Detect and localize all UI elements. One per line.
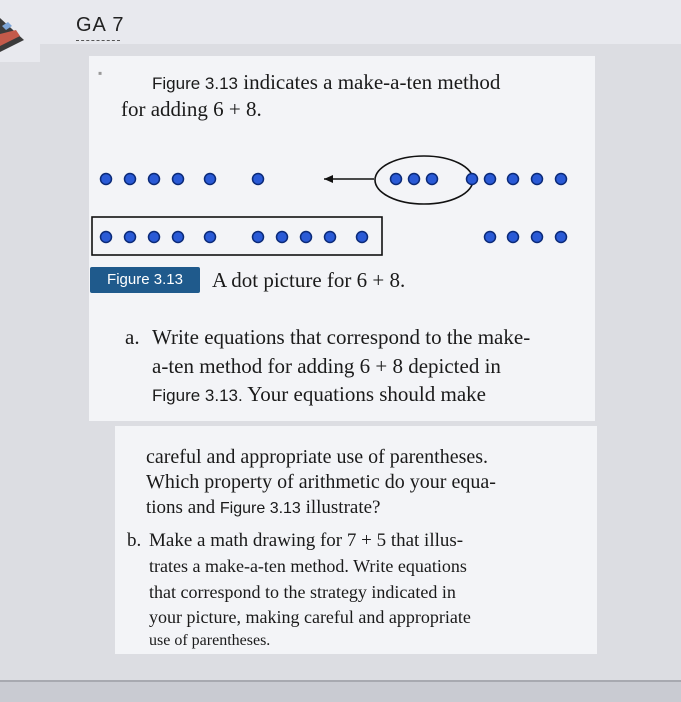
dot bbox=[556, 232, 567, 243]
figure-caption: A dot picture for 6 + 8. bbox=[212, 268, 406, 292]
dot bbox=[508, 174, 519, 185]
dot bbox=[149, 174, 160, 185]
dot bbox=[485, 232, 496, 243]
left-arrow-icon bbox=[324, 175, 374, 183]
figure-badge: Figure 3.13 bbox=[90, 267, 200, 293]
bottom-bar bbox=[0, 680, 681, 702]
dot bbox=[277, 232, 288, 243]
part-a-line-6-start: tions and bbox=[146, 497, 216, 518]
dot bbox=[205, 232, 216, 243]
grouping-ellipse bbox=[375, 156, 473, 204]
intro-line-2: for adding 6 + 8. bbox=[121, 97, 262, 121]
dot bbox=[149, 232, 160, 243]
dot bbox=[532, 174, 543, 185]
part-a-line-1: Write equations that correspond to the make- bbox=[152, 325, 531, 349]
dot bbox=[253, 232, 264, 243]
bullet-mark: ▪ bbox=[98, 66, 103, 80]
part-a-line-4: careful and appropriate use of parentheses. bbox=[146, 446, 489, 468]
dot bbox=[532, 232, 543, 243]
dot bbox=[101, 232, 112, 243]
dot bbox=[508, 232, 519, 243]
part-b-line-4: your picture, making careful and appropriate bbox=[149, 607, 471, 627]
dot bbox=[125, 232, 136, 243]
part-a-line-3 bbox=[152, 382, 486, 407]
dot bbox=[325, 232, 336, 243]
part-b-line-2: trates a make-a-ten method. Write equations bbox=[149, 556, 467, 576]
part-b-line-3: that correspond to the strategy indicated in bbox=[149, 582, 456, 602]
part-a-figure-ref: Figure 3.13. bbox=[152, 386, 243, 405]
dot bbox=[391, 174, 402, 185]
dot bbox=[409, 174, 420, 185]
dot bbox=[301, 232, 312, 243]
part-a-line-5: Which property of arithmetic do your equa- bbox=[146, 471, 496, 493]
dot bbox=[467, 174, 478, 185]
row2-ten-dots bbox=[101, 232, 368, 243]
row2-remaining-dots bbox=[485, 232, 567, 243]
part-a-line-6-figure-ref: Figure 3.13 bbox=[219, 500, 301, 517]
part-b-letter: b. bbox=[127, 530, 142, 551]
dot bbox=[357, 232, 368, 243]
part-b-line-5: use of parentheses. bbox=[149, 632, 271, 649]
dot bbox=[173, 232, 184, 243]
dot bbox=[101, 174, 112, 185]
row1-left-dots bbox=[101, 174, 264, 185]
dot bbox=[205, 174, 216, 185]
dot bbox=[485, 174, 496, 185]
dot bbox=[253, 174, 264, 185]
part-a-line-2: a-ten method for adding 6 + 8 depicted in bbox=[152, 354, 501, 378]
intro-figure-ref: Figure 3.13 bbox=[152, 74, 238, 93]
dot bbox=[173, 174, 184, 185]
intro-line-1-text: indicates a make-a-ten method bbox=[243, 70, 501, 94]
part-a-letter: a. bbox=[125, 325, 140, 349]
dot bbox=[125, 174, 136, 185]
part-b-line-1: Make a math drawing for 7 + 5 that illus- bbox=[149, 530, 464, 551]
part-a-line-3-text: Your equations should make bbox=[247, 382, 486, 406]
dot bbox=[556, 174, 567, 185]
section-label: GA 7 bbox=[76, 14, 125, 36]
part-a-line-6-end: illustrate? bbox=[305, 497, 381, 518]
part-a-line-6 bbox=[146, 497, 381, 519]
dot bbox=[427, 174, 438, 185]
row1-right-dots bbox=[391, 174, 567, 185]
